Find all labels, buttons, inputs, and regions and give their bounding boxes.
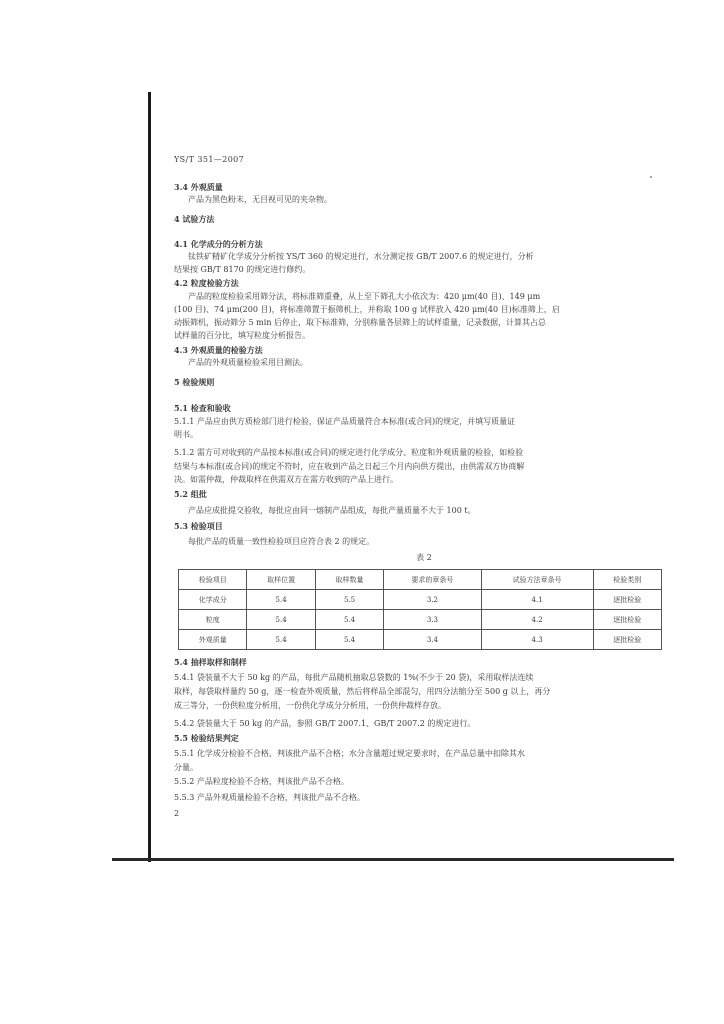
section-5-4-1-line1: 5.4.1 袋装量不大于 50 kg 的产品，每批产品随机抽取总袋数的 1%(不少于 20 袋)，采用取样法连续 [174, 673, 534, 682]
section-4-2-line1: 产品的粒度检验采用筛分法，将标准筛重叠，从上至下筛孔大小依次为：420 μm(40 目)、149 μm [188, 292, 541, 301]
table-cell: 3.4 [384, 630, 481, 650]
table-header-cell: 试验方法章条号 [481, 570, 593, 590]
section-4-2-title: 4.2 粒度检验方法 [174, 278, 239, 288]
inspection-table [178, 569, 662, 650]
section-5-4-1-line3: 成三等分，一份供粒度分析用，一份供化学成分分析用，一份供仲裁样存放。 [174, 701, 446, 710]
section-5-4-title: 5.4 抽样取样和制样 [174, 657, 247, 667]
table-cell: 5.4 [315, 630, 383, 650]
table-cell: 3.2 [384, 590, 481, 610]
table-cell: 化学成分 [179, 590, 247, 610]
table-header-cell: 取样位置 [247, 570, 315, 590]
table-cell: 4.1 [481, 590, 593, 610]
section-5-1-1-line1: 5.1.1 产品应由供方质检部门进行检验，保证产品质量符合本标准(或合同)的规定，并填写质量证 [174, 417, 516, 426]
section-4-3-title: 4.3 外观质量的检验方法 [174, 345, 263, 355]
section-5-3-title: 5.3 检验项目 [174, 521, 223, 531]
table-cell: 4.2 [481, 610, 593, 630]
table-row [179, 590, 662, 610]
table-cell: 外观质量 [179, 630, 247, 650]
section-5-1-1-line2: 明书。 [174, 430, 198, 439]
table-cell: 粒度 [179, 610, 247, 630]
section-5-3-text: 每批产品的质量一致性检验项目应符合表 2 的规定。 [188, 537, 375, 546]
document-page [174, 154, 674, 834]
section-3-4-text: 产品为黑色粉末，无目视可见的夹杂物。 [188, 195, 332, 204]
section-4-3-text: 产品的外观质量检验采用目测法。 [188, 358, 308, 367]
section-3-4-title: 3.4 外观质量 [174, 182, 223, 192]
table-cell: 4.3 [481, 630, 593, 650]
section-5-1-2-line3: 决。如需仲裁，仲裁取样在供需双方在需方收到的产品上进行。 [174, 475, 398, 484]
section-5-5-1-line1: 5.5.1 化学成分检验不合格，判该批产品不合格；水分含量超过规定要求时，在产品总量中扣除其水 [174, 749, 525, 758]
table-cell: 5.4 [247, 610, 315, 630]
section-4-1-text: 钛铁矿精矿化学成分分析按 YS/T 360 的规定进行，水分测定按 GB/T 2007.6 的规定进行，分析 [188, 252, 534, 261]
section-5-1-title: 5.1 检查和验收 [174, 403, 231, 413]
table-caption: 表 2 [416, 553, 432, 562]
section-4-2-line4: 试样量的百分比，填写粒度分析报告。 [174, 331, 310, 340]
table-cell: 5.4 [247, 630, 315, 650]
table-cell: 逐批检验 [593, 630, 661, 650]
section-5-2-text: 产品应成批提交验收，每批应由同一熔制产品组成，每批产量质量不大于 100 t。 [188, 506, 476, 515]
section-5-1-2-line1: 5.1.2 需方可对收到的产品按本标准(或合同)的规定进行化学成分、粒度和外观质量的检验，如检验 [174, 448, 524, 457]
section-5-1-2-line2: 结果与本标准(或合同)的规定不符时，应在收到产品之日起三个月内向供方提出，由供需双方协商解 [174, 462, 525, 471]
section-5-5-3: 5.5.3 产品外观质量检验不合格，判该批产品不合格。 [174, 793, 365, 802]
table-cell: 逐批检验 [593, 590, 661, 610]
section-4-2-line3: 动振筛机，振动筛分 5 min 后停止，取下标准筛，分别称量各层筛上的试样重量，记录数据，计算其占总 [174, 318, 547, 327]
table-cell: 逐批检验 [593, 610, 661, 630]
table-row [179, 610, 662, 630]
standard-header: YS/T 351—2007 [174, 155, 245, 164]
section-5-4-2: 5.4.2 袋装量大于 50 kg 的产品，参照 GB/T 2007.1、GB/T 2007.2 的规定进行。 [174, 719, 476, 728]
section-5-5-1-line2: 分量。 [174, 763, 198, 772]
section-5-2-title: 5.2 组批 [174, 489, 207, 499]
table-header-row [179, 570, 662, 590]
section-5-title: 5 检验规则 [174, 377, 215, 387]
section-4-2-line2: (100 目)、74 μm(200 目)，将标准筛置于振筛机上，并称取 100 g 试样放入 420 μm(40 目)标准筛上，启 [174, 305, 560, 314]
section-4-1-title: 4.1 化学成分的分析方法 [174, 239, 263, 249]
section-5-5-2: 5.5.2 产品粒度检验不合格，判该批产品不合格。 [174, 777, 349, 786]
table-header-cell: 检验类别 [593, 570, 661, 590]
section-5-4-1-line2: 取样，每袋取样量约 50 g，逐一检查外观质量，然后将样品全部混匀，用四分法缩分至 500 g 以上，再分 [174, 687, 551, 696]
scan-left-edge [148, 92, 151, 862]
section-4-1-text-cont: 结果按 GB/T 8170 的规定进行修约。 [174, 265, 311, 274]
table-cell: 3.3 [384, 610, 481, 630]
table-cell: 5.5 [315, 590, 383, 610]
table-cell: 5.4 [247, 590, 315, 610]
section-4-title: 4 试验方法 [174, 214, 215, 224]
page-number: 2 [174, 809, 180, 818]
table-header-cell: 检验项目 [179, 570, 247, 590]
scan-bottom-edge [112, 858, 674, 861]
table-header-cell: 要求的章条号 [384, 570, 481, 590]
table-cell: 5.4 [315, 610, 383, 630]
table-row [179, 630, 662, 650]
table-header-cell: 取样数量 [315, 570, 383, 590]
section-5-5-title: 5.5 检验结果判定 [174, 733, 239, 743]
